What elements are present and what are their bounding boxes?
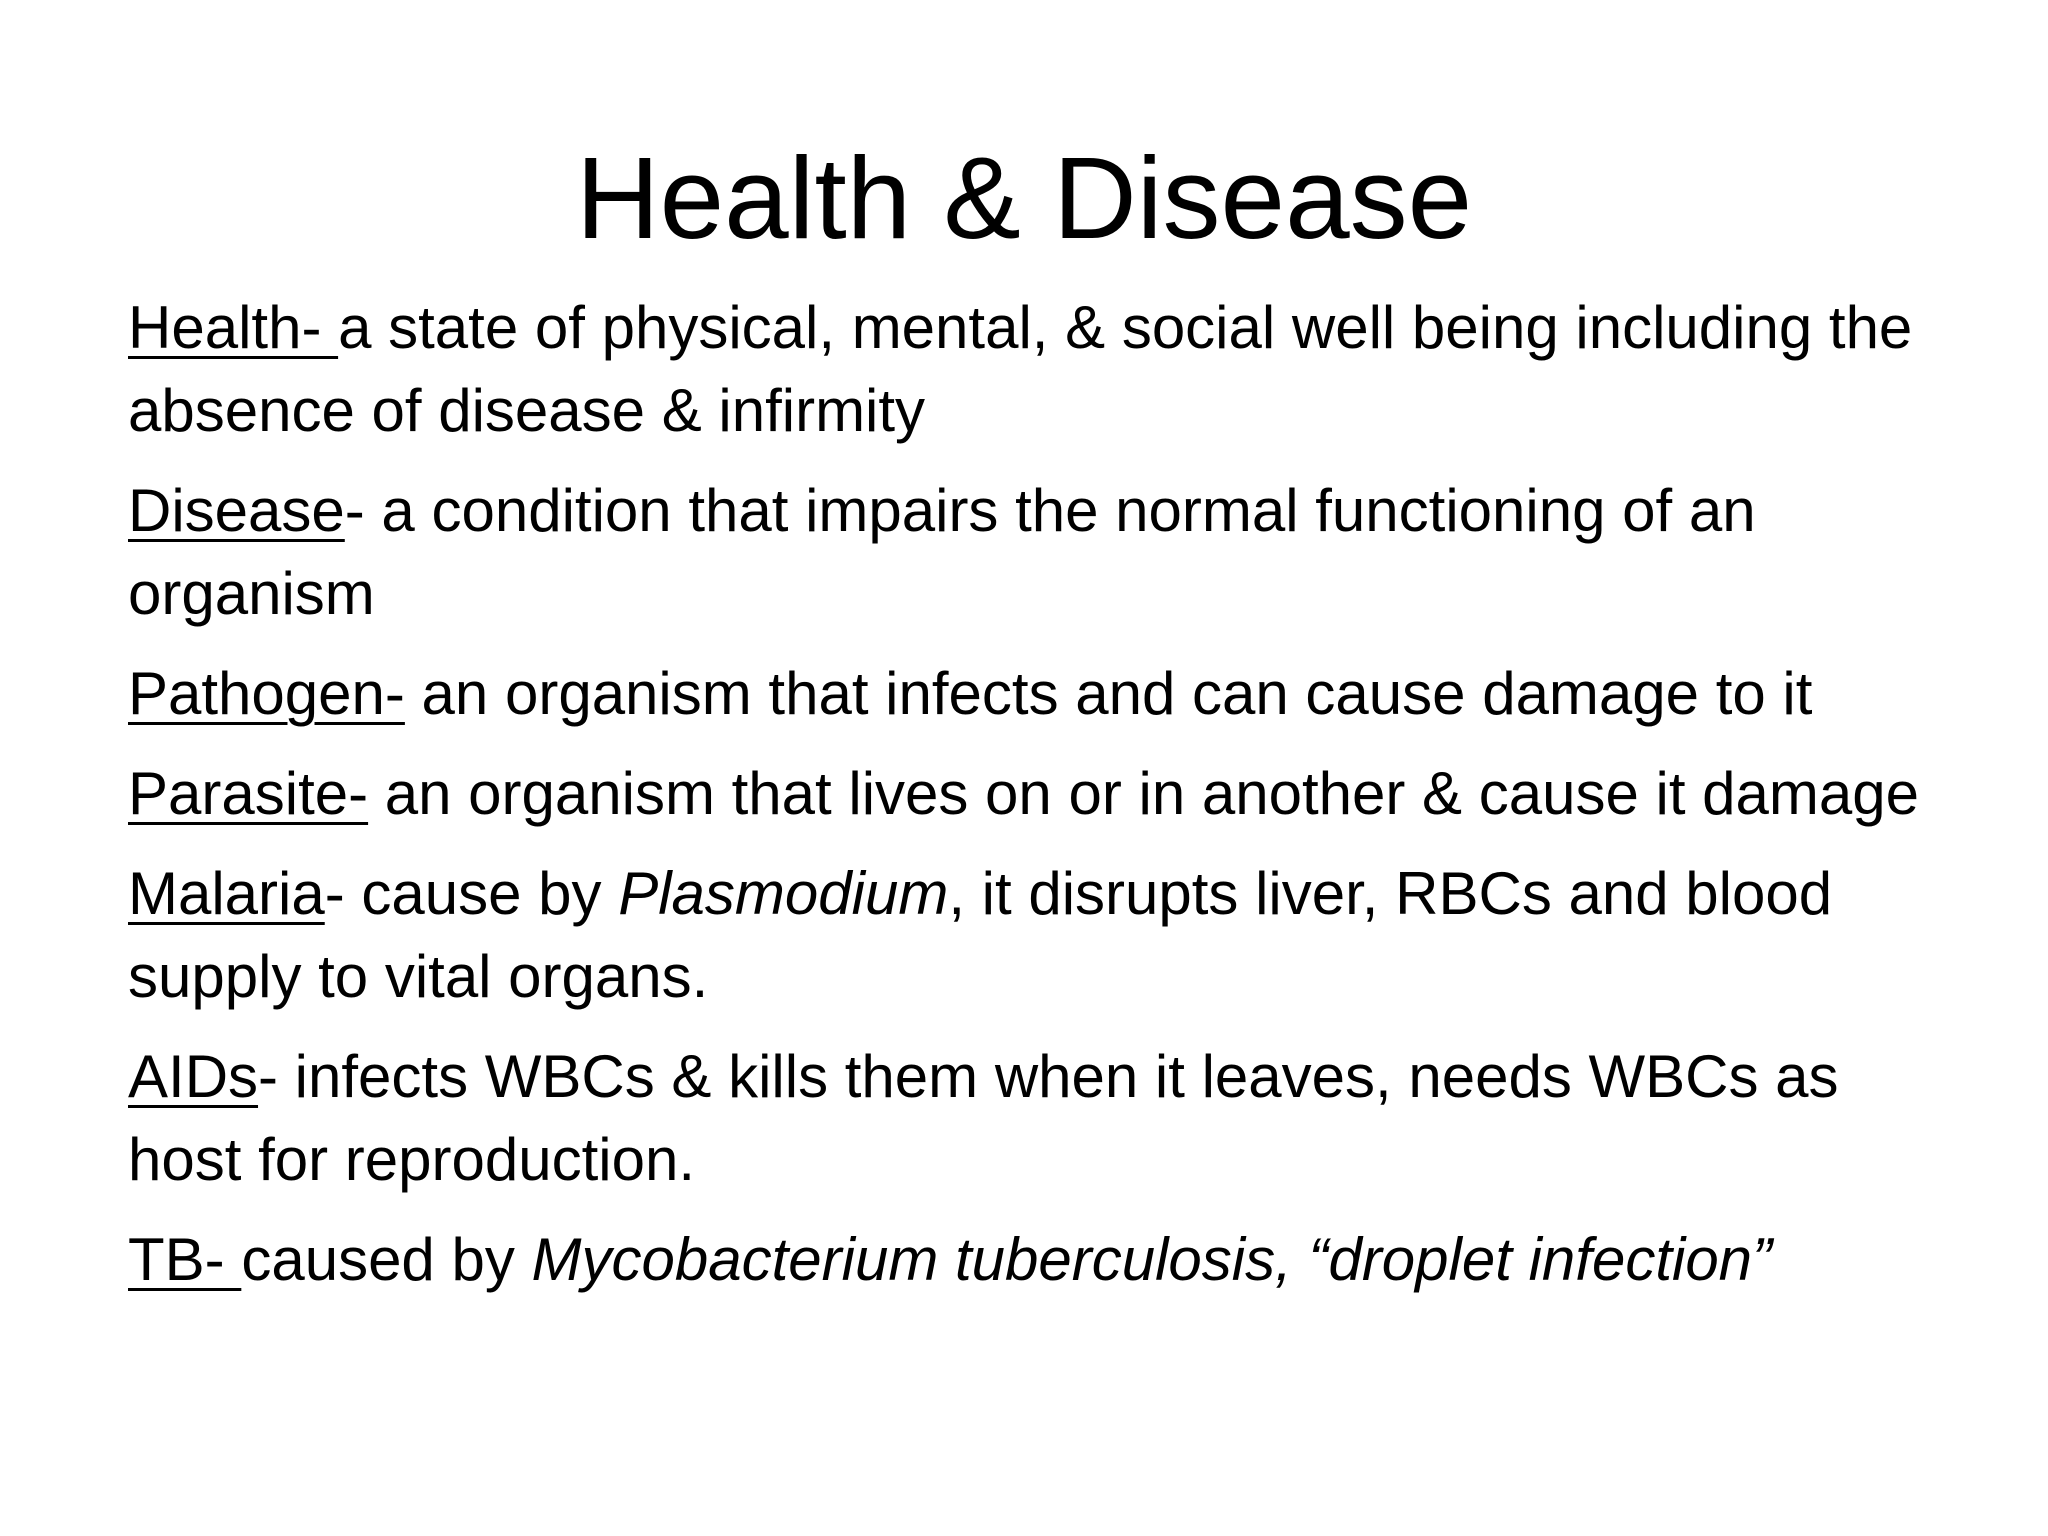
definition-malaria bbox=[128, 852, 1928, 1018]
definition-parasite bbox=[128, 752, 1928, 835]
definition-malaria-text-1: - cause by bbox=[324, 860, 619, 927]
definition-pathogen-text: an organism that infects and can cause damage to it bbox=[404, 660, 1813, 727]
definition-malaria-organism: Plasmodium bbox=[618, 860, 949, 927]
term-tb: TB- bbox=[128, 1226, 242, 1293]
definition-tb bbox=[128, 1218, 1928, 1301]
term-health: Health- bbox=[128, 294, 339, 361]
term-aids: AIDs bbox=[128, 1043, 259, 1110]
definition-aids-text: - infects WBCs & kills them when it leaves, needs WBCs as host for reproduction. bbox=[128, 1043, 1839, 1193]
definition-tb-text-1: caused by bbox=[241, 1226, 532, 1293]
term-disease: Disease bbox=[128, 477, 345, 544]
definition-disease-text: - a condition that impairs the normal functioning of an organism bbox=[128, 477, 1756, 627]
term-pathogen: Pathogen- bbox=[128, 660, 405, 727]
definition-health bbox=[128, 286, 1928, 452]
definition-parasite-text: an organism that lives on or in another & cause it damage bbox=[368, 760, 1919, 827]
definition-aids bbox=[128, 1035, 1928, 1201]
definition-pathogen bbox=[128, 652, 1928, 735]
definition-list bbox=[128, 286, 1928, 1318]
definition-malaria-text-2: , it disrupts liver, RBCs and blood supply to vital organs. bbox=[128, 860, 1833, 1010]
slide-title: Health & Disease bbox=[575, 133, 1473, 263]
term-malaria: Malaria bbox=[128, 860, 325, 927]
definition-health-text: a state of physical, mental, & social well being including the absence of disease & infirmity bbox=[128, 294, 1913, 444]
definition-disease bbox=[128, 469, 1928, 635]
definition-tb-organism: Mycobacterium tuberculosis, “droplet infection” bbox=[531, 1226, 1773, 1293]
term-parasite: Parasite- bbox=[128, 760, 369, 827]
